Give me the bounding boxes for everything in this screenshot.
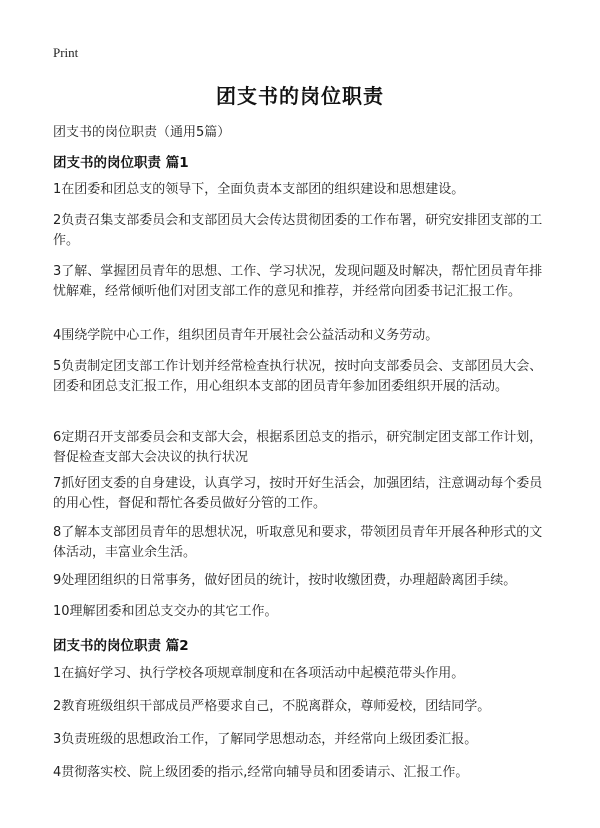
paragraph: 7抓好团支委的自身建设，认真学习，按时开好生活会，加强团结，注意调动每个委员的用心性，督促和帮忙各委员做好分管的工作。 xyxy=(53,476,543,511)
paragraph: 8了解本支部团员青年的思想状况，听取意见和要求，带领团员青年开展各种形式的文体活动，丰富业余生活。 xyxy=(53,525,543,560)
paragraph: 4围绕学院中心工作，组织团员青年开展社会公益活动和义务劳动。 xyxy=(53,328,439,343)
paragraph: 6定期召开支部委员会和支部大会，根据系团总支的指示，研究制定团支部工作计划，督促检查支部大会决议的执行状况 xyxy=(53,430,543,465)
paragraph: 5负责制定团支部工作计划并经常检查执行状况，按时向支部委员会、支部团员大会、团委和团总支汇报工作，用心组织本支部的团员青年参加团委组织开展的活动。 xyxy=(53,359,543,394)
paragraph: 1在搞好学习、执行学校各项规章制度和在各项活动中起模范带头作用。 xyxy=(53,666,465,681)
paragraph: 9处理团组织的日常事务，做好团员的统计，按时收缴团费，办理超龄离团手续。 xyxy=(53,573,517,588)
document-subtitle: 团支书的岗位职责（通用5篇） xyxy=(53,125,231,140)
paragraph: 3负责班级的思想政治工作，了解同学思想动态，并经常向上级团委汇报。 xyxy=(53,732,478,747)
paragraph: 1在团委和团总支的领导下，全面负责本支部团的组织建设和思想建设。 xyxy=(53,182,465,197)
print-label: Print xyxy=(53,45,79,60)
page-title: 团支书的岗位职责 xyxy=(216,84,384,108)
paragraph: 10理解团委和团总支交办的其它工作。 xyxy=(53,604,278,619)
paragraph: 4贯彻落实校、院上级团委的指示,经常向辅导员和团委请示、汇报工作。 xyxy=(53,765,469,780)
paragraph: 3了解、掌握团员青年的思想、工作、学习状况，发现问题及时解决，帮忙团员青年排忧解难，经常倾听他们对团支部工作的意见和推荐，并经常向团委书记汇报工作。 xyxy=(53,264,543,299)
paragraph: 2负责召集支部委员会和支部团员大会传达贯彻团委的工作布署，研究安排团支部的工作。 xyxy=(53,213,543,248)
section-heading: 团支书的岗位职责 篇2 xyxy=(53,638,189,654)
section-heading: 团支书的岗位职责 篇1 xyxy=(53,155,189,171)
paragraph: 2教育班级组织干部成员严格要求自己，不脱离群众，尊师爱校，团结同学。 xyxy=(53,699,491,714)
